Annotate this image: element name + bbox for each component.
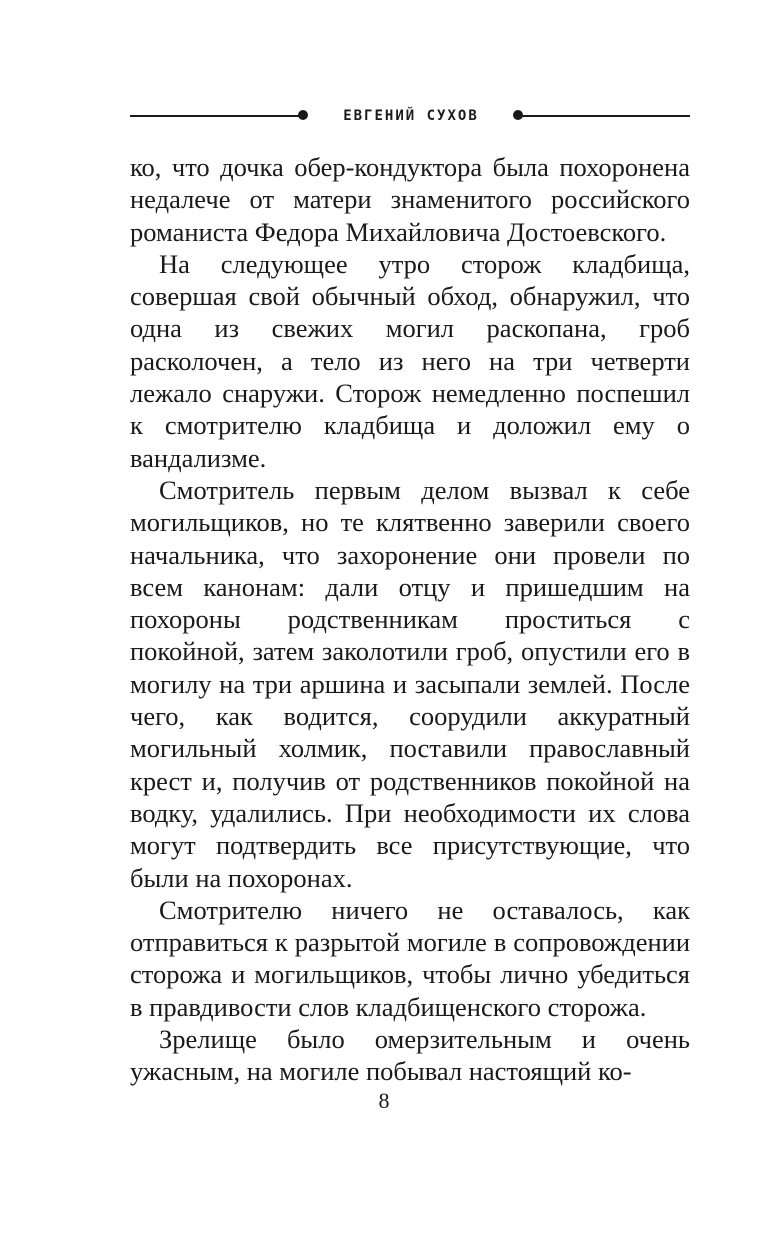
- header-dot-left: [298, 110, 308, 120]
- paragraph: ко, что дочка обер-кондуктора была похоронена недалече от матери знаменитого российского романиста Федора Михайловича Достоевского.: [130, 152, 690, 247]
- paragraph: Смотрителю ничего не оставалось, как отправиться к разрытой могиле в сопровождении сторожа и могильщиков, чтобы лично убедиться в правдивости слов кладбищенского сторожа.: [130, 894, 690, 1022]
- running-header: [130, 104, 690, 128]
- running-head-author: ЕВГЕНИЙ СУХОВ: [343, 108, 479, 124]
- header-rule-left: [130, 115, 300, 117]
- paragraph: Зрелище было омерзительным и очень ужасным, на могиле побывал настоящий ко-: [130, 1024, 690, 1087]
- header-rule-right: [518, 115, 690, 117]
- page-number: 8: [378, 1088, 390, 1113]
- body-text: [130, 151, 690, 1088]
- paragraph: На следующее утро сторож кладбища, совершая свой обычный обход, обнаружил, что одна из свежих могил раскопана, гроб расколочен, а тело из него на три четверти лежало снаружи. Сторож немедленно поспешил к смотрителю кладбища и доложил ему о вандализме.: [130, 248, 690, 473]
- paragraph: Смотритель первым делом вызвал к себе могильщиков, но те клятвенно заверили своего начальника, что захоронение они провели по всем канонам: дали отцу и пришедшим на похороны родственникам проститься с покойной, затем заколотили гроб, опустили его в могилу на три аршина и засыпали землей. После чего, как водится, соорудили аккуратный могильный холмик, поставили православный крест и, получив от родственников покойной на водку, удалились. При необходимости их слова могут подтвердить все присутствующие, что были на похоронах.: [130, 474, 690, 893]
